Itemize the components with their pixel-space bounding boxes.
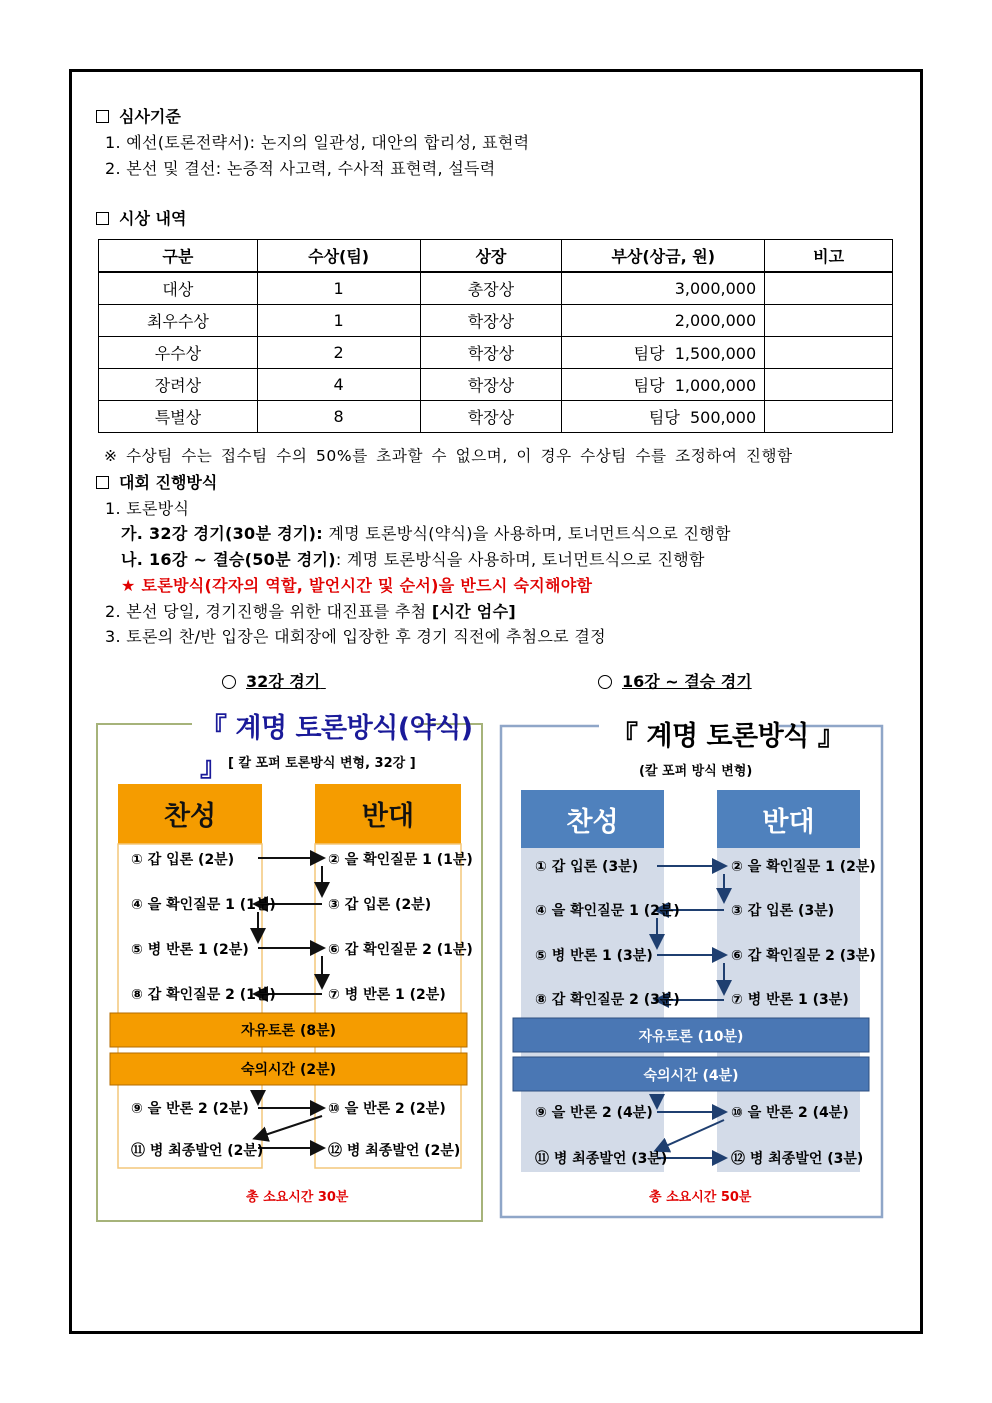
diagram-left-label bbox=[222, 669, 326, 692]
diagram-right-label-text: 16강 ~ 결승 경기 bbox=[622, 672, 752, 691]
diagram-right-graphics bbox=[499, 714, 885, 1220]
award-teams: 4 bbox=[257, 369, 420, 401]
debate-step: ⑦ 병 반론 1 (3분) bbox=[731, 992, 849, 1008]
debate-step: ⑪ 병 최종발언 (3분) bbox=[535, 1151, 668, 1167]
table-row bbox=[99, 337, 893, 369]
debate-step: ② 을 확인질문 1 (1분) bbox=[328, 852, 473, 868]
award-category: 장려상 bbox=[99, 369, 258, 401]
procedure-item-3: 3. 토론의 찬/반 입장은 대회장에 입장한 후 경기 직전에 추첨으로 결정 bbox=[105, 627, 606, 646]
debate-step: ⑦ 병 반론 1 (2분) bbox=[328, 987, 446, 1003]
checkbox-square-icon bbox=[96, 212, 109, 225]
table-row bbox=[99, 369, 893, 401]
award-prize: 2,000,000 bbox=[562, 305, 765, 337]
debate-step: ⑩ 을 반론 2 (2분) bbox=[328, 1101, 446, 1117]
column-header: 수상(팀) bbox=[257, 240, 420, 273]
debate-step: ⑤ 병 반론 1 (3분) bbox=[535, 948, 653, 964]
procedure-item-2-text: 2. 본선 당일, 경기진행을 위한 대진표를 추첨 bbox=[105, 602, 432, 621]
diagram-left bbox=[96, 706, 484, 1222]
debate-step: ③ 갑 입론 (2분) bbox=[328, 897, 432, 913]
table-row bbox=[99, 272, 893, 305]
award-teams: 1 bbox=[257, 272, 420, 305]
diagram-right-label bbox=[598, 669, 752, 692]
award-note bbox=[765, 369, 893, 401]
debate-step: ⑨ 을 반론 2 (4분) bbox=[535, 1105, 653, 1121]
procedure-star-note: ★ 토론방식(각자의 역할, 발언시간 및 순서)을 반드시 숙지해야함 bbox=[121, 576, 593, 595]
debate-step: ④ 을 확인질문 1 (2분) bbox=[535, 903, 680, 919]
procedure-item-1: 1. 토론방식 bbox=[105, 499, 190, 518]
procedure-item-2-bold: [시간 엄수] bbox=[431, 602, 516, 621]
award-prize: 팀당 500,000 bbox=[562, 401, 765, 433]
awards-heading-text: 시상 내역 bbox=[119, 209, 187, 228]
award-category: 우수상 bbox=[99, 337, 258, 369]
award-category: 최우수상 bbox=[99, 305, 258, 337]
debate-step: ⑨ 을 반론 2 (2분) bbox=[131, 1101, 249, 1117]
award-note bbox=[765, 272, 893, 305]
procedure-heading bbox=[96, 470, 217, 493]
procedure-item-1-na bbox=[121, 547, 705, 570]
debate-step: ⑫ 병 최종발언 (3분) bbox=[731, 1151, 864, 1167]
award-certificate: 학장상 bbox=[420, 305, 562, 337]
table-header-row bbox=[99, 240, 893, 273]
procedure-heading-text: 대회 진행방식 bbox=[119, 473, 218, 492]
column-header: 상장 bbox=[420, 240, 562, 273]
debate-step: ② 을 확인질문 1 (2분) bbox=[731, 859, 876, 875]
pro-column bbox=[118, 844, 262, 1168]
award-certificate: 학장상 bbox=[420, 369, 562, 401]
debate-step: ⑥ 갑 확인질문 2 (1분) bbox=[328, 942, 473, 958]
diagram-left-total: 총 소요시간 30분 bbox=[246, 1190, 349, 1205]
award-certificate: 학장상 bbox=[420, 337, 562, 369]
criteria-heading bbox=[96, 104, 181, 127]
award-category: 대상 bbox=[99, 272, 258, 305]
criteria-item-1: 1. 예선(토론전략서): 논지의 일관성, 대안의 합리성, 표현력 bbox=[105, 133, 530, 152]
debate-step: ⑧ 갑 확인질문 2 (1분) bbox=[131, 987, 276, 1003]
debate-step: ⑥ 갑 확인질문 2 (3분) bbox=[731, 948, 876, 964]
award-note bbox=[765, 401, 893, 433]
table-row bbox=[99, 401, 893, 433]
debate-step: ⑤ 병 반론 1 (2분) bbox=[131, 942, 249, 958]
pro-header: 찬성 bbox=[566, 807, 619, 838]
award-note bbox=[765, 305, 893, 337]
awards-heading bbox=[96, 206, 186, 229]
award-category: 특별상 bbox=[99, 401, 258, 433]
criteria-item-2: 2. 본선 및 결선: 논증적 사고력, 수사적 표현력, 설득력 bbox=[105, 159, 496, 178]
diagram-right-subtitle: (칼 포퍼 방식 변형) bbox=[639, 764, 753, 779]
column-header: 부상(상금, 원) bbox=[562, 240, 765, 273]
con-column bbox=[315, 844, 461, 1168]
con-header: 반대 bbox=[361, 801, 415, 832]
debate-step: ⑧ 갑 확인질문 2 (3분) bbox=[535, 992, 680, 1008]
con-header: 반대 bbox=[762, 807, 815, 838]
column-header: 비고 bbox=[765, 240, 893, 273]
diagram-left-label-text: 32강 경기 bbox=[246, 672, 321, 691]
diagram-left-subtitle: [ 칼 포퍼 토론방식 변형, 32강 ] bbox=[228, 756, 416, 771]
table-row bbox=[99, 305, 893, 337]
circle-bullet-icon bbox=[222, 675, 236, 689]
pro-header: 찬성 bbox=[163, 801, 217, 832]
debate-step: ③ 갑 입론 (3분) bbox=[731, 903, 835, 919]
award-teams: 8 bbox=[257, 401, 420, 433]
debate-step: ⑫ 병 최종발언 (2분) bbox=[328, 1143, 461, 1159]
procedure-item-1-ga bbox=[121, 521, 731, 544]
checkbox-square-icon bbox=[96, 476, 109, 489]
diagram-right bbox=[499, 714, 885, 1220]
column-header: 구분 bbox=[99, 240, 258, 273]
procedure-ga-text: 계명 토론방식(약식)을 사용하며, 토너먼트식으로 진행함 bbox=[322, 524, 731, 543]
circle-bullet-icon bbox=[598, 675, 612, 689]
awards-footnote: ※ 수상팀 수는 접수팀 수의 50%를 초과할 수 없으며, 이 경우 수상팀 수를 조정하여 진행함 bbox=[104, 447, 793, 465]
debate-step: ⑩ 을 반론 2 (4분) bbox=[731, 1105, 849, 1121]
deliberation-label: 숙의시간 (4분) bbox=[643, 1068, 739, 1084]
diagram-right-total: 총 소요시간 50분 bbox=[649, 1190, 752, 1205]
award-prize: 팀당 1,000,000 bbox=[562, 369, 765, 401]
procedure-na-label: 나. 16강 ~ 결승(50분 경기) bbox=[121, 550, 336, 569]
award-teams: 1 bbox=[257, 305, 420, 337]
award-certificate: 총장상 bbox=[420, 272, 562, 305]
procedure-item-2 bbox=[105, 599, 516, 622]
debate-step: ④ 을 확인질문 1 (1분) bbox=[131, 897, 276, 913]
award-prize: 3,000,000 bbox=[562, 272, 765, 305]
award-prize: 팀당 1,500,000 bbox=[562, 337, 765, 369]
criteria-heading-text: 심사기준 bbox=[119, 107, 181, 126]
procedure-na-text: : 계명 토론방식을 사용하며, 토너먼트식으로 진행함 bbox=[335, 550, 705, 569]
con-column bbox=[717, 848, 860, 1172]
award-certificate: 학장상 bbox=[420, 401, 562, 433]
award-note bbox=[765, 337, 893, 369]
debate-step: ⑪ 병 최종발언 (2분) bbox=[131, 1143, 264, 1159]
debate-step: ① 갑 입론 (3분) bbox=[535, 859, 639, 875]
free-debate-label: 자유토론 (8분) bbox=[240, 1023, 337, 1039]
diagram-left-title bbox=[200, 706, 484, 784]
awards-table bbox=[98, 239, 893, 433]
deliberation-label: 숙의시간 (2분) bbox=[240, 1062, 337, 1078]
award-teams: 2 bbox=[257, 337, 420, 369]
debate-step: ① 갑 입론 (2분) bbox=[131, 852, 235, 868]
diagram-right-title: 『 계명 토론방식 』 bbox=[611, 721, 845, 752]
pro-column bbox=[521, 848, 664, 1172]
checkbox-square-icon bbox=[96, 110, 109, 123]
diagram-left-title-text: 『 계명 토론방식(약식) 』 bbox=[200, 713, 473, 783]
free-debate-label: 자유토론 (10분) bbox=[638, 1029, 744, 1045]
procedure-ga-label: 가. 32강 경기(30분 경기): bbox=[121, 524, 323, 543]
